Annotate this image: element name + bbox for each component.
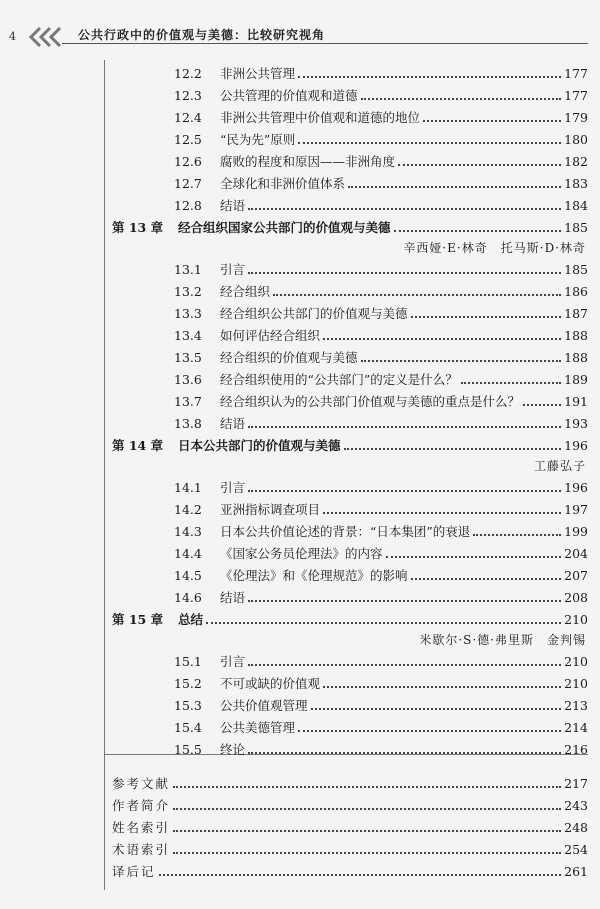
section-number: 15.3 <box>174 698 202 713</box>
toc-section-row[interactable] <box>174 392 588 412</box>
toc-backmatter-row[interactable] <box>112 774 588 794</box>
toc-section-row[interactable] <box>174 86 588 106</box>
toc-section-row[interactable] <box>174 196 588 216</box>
section-number: 12.5 <box>174 132 202 147</box>
dot-leader <box>361 360 562 362</box>
running-header-title: 公共行政中的价值观与美德：比较研究视角 <box>78 28 326 42</box>
chevron-left-icon <box>26 27 62 47</box>
dot-leader <box>173 808 561 810</box>
dot-leader <box>386 556 562 558</box>
section-page: 188 <box>564 350 588 365</box>
section-title: 引言 <box>220 654 246 669</box>
toc-section-row[interactable] <box>174 478 588 498</box>
toc-backmatter-row[interactable] <box>112 840 588 860</box>
dot-leader <box>411 578 562 580</box>
section-title: 经合组织认为的公共部门价值观与美德的重点是什么？ <box>220 394 521 409</box>
section-page: 179 <box>564 110 588 125</box>
backmatter-title: 术语索引 <box>112 842 171 857</box>
section-page: 177 <box>564 88 588 103</box>
chapter-authors: 米歇尔·S·德·弗里斯 金判锡 <box>419 633 586 647</box>
section-title: “民为先”原则 <box>220 132 296 147</box>
backmatter-title: 姓名索引 <box>112 820 171 835</box>
section-number: 14.5 <box>174 568 202 583</box>
chapter-authors: 工藤弘子 <box>533 459 586 473</box>
section-title: 经合组织的价值观与美德 <box>220 350 358 365</box>
toc-chapter-row[interactable] <box>112 436 588 456</box>
toc-section-row[interactable] <box>174 522 588 542</box>
dot-leader <box>248 490 561 492</box>
section-number: 13.1 <box>174 262 202 277</box>
section-number: 13.3 <box>174 306 202 321</box>
backmatter-page: 254 <box>564 842 588 857</box>
chapter-title: 日本公共部门的价值观与美德 <box>178 438 341 453</box>
section-page: 207 <box>564 568 588 583</box>
section-page: 204 <box>564 546 588 561</box>
chapter-authors: 辛西娅·E·林奇 托马斯·D·林奇 <box>403 241 586 255</box>
dot-leader <box>423 120 561 122</box>
toc-section-row[interactable] <box>174 282 588 302</box>
page-number: 4 <box>9 30 16 43</box>
dot-leader <box>298 76 561 78</box>
section-page: 196 <box>564 480 588 495</box>
section-number: 12.7 <box>174 176 202 191</box>
section-title: 经合组织公共部门的价值观与美德 <box>220 306 408 321</box>
section-title: 不可或缺的价值观 <box>220 676 321 691</box>
backmatter-page: 248 <box>564 820 588 835</box>
toc-section-row[interactable] <box>174 500 588 520</box>
chapter-number: 第 13 章 <box>112 220 164 235</box>
section-title: 公共价值观管理 <box>220 698 308 713</box>
section-number: 12.6 <box>174 154 202 169</box>
section-title: 腐败的程度和原因——非洲角度 <box>220 154 396 169</box>
chapter-page: 185 <box>564 220 588 235</box>
section-title: 结语 <box>220 416 246 431</box>
section-title: 经合组织 <box>220 284 271 299</box>
dot-leader <box>173 830 561 832</box>
dot-leader <box>523 404 561 406</box>
dot-leader <box>398 164 561 166</box>
chapter-title: 经合组织国家公共部门的价值观与美德 <box>178 220 391 235</box>
section-page: 199 <box>564 524 588 539</box>
section-number: 15.4 <box>174 720 202 735</box>
dot-leader <box>206 622 561 624</box>
toc-section-row[interactable] <box>174 414 588 434</box>
toc-section-row[interactable] <box>174 326 588 346</box>
chapter-number: 第 15 章 <box>112 612 164 627</box>
section-page: 210 <box>564 676 588 691</box>
section-title: 终论 <box>220 742 246 757</box>
section-page: 191 <box>564 394 588 409</box>
section-title: 亚洲指标调查项目 <box>220 502 321 517</box>
toc-section-row[interactable] <box>174 304 588 324</box>
section-title: 如何评估经合组织 <box>220 328 321 343</box>
section-title: 引言 <box>220 480 246 495</box>
dot-leader <box>311 708 562 710</box>
toc-backmatter-row[interactable] <box>112 818 588 838</box>
section-number: 12.2 <box>174 66 202 81</box>
section-page: 177 <box>564 66 588 81</box>
section-title: 《伦理法》和《伦理规范》的影响 <box>220 568 408 583</box>
dot-leader <box>248 208 561 210</box>
dot-leader <box>361 98 562 100</box>
chapter-number: 第 14 章 <box>112 438 164 453</box>
section-page: 210 <box>564 654 588 669</box>
section-page: 185 <box>564 262 588 277</box>
section-number: 15.2 <box>174 676 202 691</box>
backmatter-page: 243 <box>564 798 588 813</box>
section-page: 184 <box>564 198 588 213</box>
section-number: 13.7 <box>174 394 202 409</box>
dot-leader <box>344 448 562 450</box>
dot-leader <box>298 730 561 732</box>
section-number: 14.6 <box>174 590 202 605</box>
section-page: 213 <box>564 698 588 713</box>
section-number: 13.4 <box>174 328 202 343</box>
section-number: 14.1 <box>174 480 202 495</box>
toc-section-row[interactable] <box>174 130 588 150</box>
toc-section-row[interactable] <box>174 174 588 194</box>
toc-chapter-row[interactable] <box>112 610 588 630</box>
section-title: 结语 <box>220 590 246 605</box>
toc-section-row[interactable] <box>174 348 588 368</box>
toc-section-row[interactable] <box>174 152 588 172</box>
toc-section-row[interactable] <box>174 566 588 586</box>
section-title: 日本公共价值论述的背景：“日本集团”的衰退 <box>220 524 471 539</box>
dot-leader <box>348 186 561 188</box>
backmatter-title: 作者简介 <box>112 798 171 813</box>
section-number: 12.8 <box>174 198 202 213</box>
section-number: 13.8 <box>174 416 202 431</box>
left-margin-rule <box>104 60 105 890</box>
toc-section-row[interactable] <box>174 544 588 564</box>
section-title: 《国家公务员伦理法》的内容 <box>220 546 383 561</box>
toc-section-row[interactable] <box>174 588 588 608</box>
section-page: 188 <box>564 328 588 343</box>
section-page: 186 <box>564 284 588 299</box>
section-number: 14.2 <box>174 502 202 517</box>
section-page: 189 <box>564 372 588 387</box>
section-page: 183 <box>564 176 588 191</box>
section-number: 14.4 <box>174 546 202 561</box>
section-number: 13.6 <box>174 372 202 387</box>
dot-leader <box>248 752 561 754</box>
section-number: 14.3 <box>174 524 202 539</box>
dot-leader <box>323 686 561 688</box>
dot-leader <box>298 142 561 144</box>
dot-leader <box>473 534 561 536</box>
section-number: 13.5 <box>174 350 202 365</box>
dot-leader <box>461 382 561 384</box>
dot-leader <box>173 852 561 854</box>
header-rule <box>62 43 588 44</box>
section-page: 182 <box>564 154 588 169</box>
dot-leader <box>248 272 561 274</box>
backmatter-title: 译后记 <box>112 864 156 879</box>
dot-leader <box>248 426 561 428</box>
dot-leader <box>173 786 561 788</box>
section-title: 非洲公共管理 <box>220 66 296 81</box>
dot-leader <box>248 600 561 602</box>
section-title: 引言 <box>220 262 246 277</box>
dot-leader <box>323 338 561 340</box>
chapter-page: 210 <box>564 612 588 627</box>
toc-section-row[interactable] <box>174 64 588 84</box>
dot-leader <box>248 664 561 666</box>
backmatter-title: 参考文献 <box>112 776 171 791</box>
section-title: 经合组织使用的“公共部门”的定义是什么？ <box>220 372 458 387</box>
toc-section-row[interactable] <box>174 652 588 672</box>
toc-section-row[interactable] <box>174 108 588 128</box>
chapter-page: 196 <box>564 438 588 453</box>
dot-leader <box>323 512 561 514</box>
section-number: 15.5 <box>174 742 202 757</box>
toc-section-row[interactable] <box>174 696 588 716</box>
section-number: 15.1 <box>174 654 202 669</box>
section-number: 13.2 <box>174 284 202 299</box>
backmatter-page: 261 <box>564 864 588 879</box>
toc-section-row[interactable] <box>174 740 588 760</box>
backmatter-page: 217 <box>564 776 588 791</box>
toc-chapter-row[interactable] <box>112 218 588 238</box>
toc-section-row[interactable] <box>174 718 588 738</box>
section-title: 公共管理的价值观和道德 <box>220 88 358 103</box>
dot-leader <box>411 316 562 318</box>
dot-leader <box>273 294 561 296</box>
section-number: 12.3 <box>174 88 202 103</box>
chapter-title: 总结 <box>178 612 204 627</box>
section-page: 197 <box>564 502 588 517</box>
section-page: 214 <box>564 720 588 735</box>
section-page: 208 <box>564 590 588 605</box>
section-number: 12.4 <box>174 110 202 125</box>
dot-leader <box>159 874 562 876</box>
toc-backmatter-row[interactable] <box>112 796 588 816</box>
dot-leader <box>394 230 562 232</box>
section-page: 216 <box>564 742 588 757</box>
toc-section-row[interactable] <box>174 674 588 694</box>
section-title: 全球化和非洲价值体系 <box>220 176 346 191</box>
section-title: 公共美德管理 <box>220 720 296 735</box>
toc-section-row[interactable] <box>174 260 588 280</box>
section-title: 结语 <box>220 198 246 213</box>
section-page: 180 <box>564 132 588 147</box>
toc-section-row[interactable] <box>174 370 588 390</box>
section-page: 193 <box>564 416 588 431</box>
toc-backmatter-row[interactable] <box>112 862 588 882</box>
section-page: 187 <box>564 306 588 321</box>
section-title: 非洲公共管理中价值观和道德的地位 <box>220 110 421 125</box>
